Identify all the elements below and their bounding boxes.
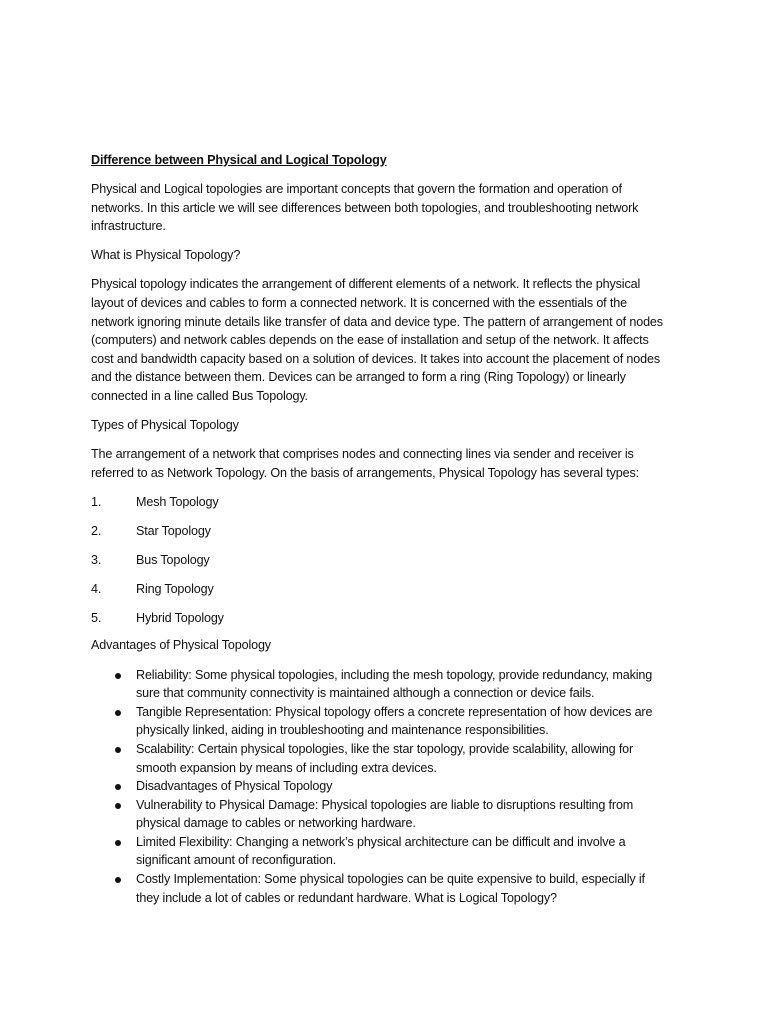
list-number: 3. [91, 552, 102, 567]
bullet-item [91, 703, 671, 740]
physical-topology-question: What is Physical Topology? [91, 248, 241, 263]
types-list [91, 493, 671, 628]
bullet-text: Vulnerability to Physical Damage: Physical topologies are liable to disruptions resulting from physical damage to cables or networking hardware. [136, 797, 634, 831]
advantages-heading: Advantages of Physical Topology [91, 638, 271, 653]
list-item-label: Ring Topology [136, 581, 214, 596]
list-item-label: Hybrid Topology [136, 610, 224, 625]
bullet-text: Reliability: Some physical topologies, including the mesh topology, provide redundancy, making sure that community connectivity is maintained although a connection or device fails. [136, 667, 653, 701]
list-item [91, 609, 671, 628]
bullet-icon [115, 877, 121, 883]
physical-topology-description: Physical topology indicates the arrangement of different elements of a network. It reflects the physical layout of devices and cables to form a connected network. It is concerned with the essentials of the network ignoring minute details like transfer of data and device type. The pattern of arrangement of nodes (computers) and network cables depends on the ease of installation and setup of the network. It affects cost and bandwidth capacity based on a solution of devices. It takes into account the placement of nodes and the distance between them. Devices can be arranged to form a ring (Ring Topology) or linearly connected in a line called Bus Topology. [91, 277, 663, 404]
list-item [91, 551, 671, 570]
document-title: Difference between Physical and Logical Topology [91, 153, 387, 167]
bullet-icon [115, 840, 121, 846]
bullet-text: Scalability: Certain physical topologies, like the star topology, provide scalability, allowing for smooth expansion by means of including extra devices. [136, 741, 634, 775]
list-number: 4. [91, 581, 102, 596]
list-item-label: Mesh Topology [136, 494, 219, 509]
bullet-text: Tangible Representation: Physical topology offers a concrete representation of how devices are physically linked, aiding in troubleshooting and maintenance responsibilities. [136, 704, 653, 738]
list-item-label: Star Topology [136, 523, 211, 538]
bullet-icon [115, 784, 121, 790]
list-number: 1. [91, 494, 102, 509]
bullet-text: Limited Flexibility: Changing a network’s physical architecture can be difficult and involve a significant amount of reconfiguration. [136, 834, 626, 868]
bullet-item [91, 870, 671, 907]
list-number: 5. [91, 610, 102, 625]
bullet-text: Costly Implementation: Some physical topologies can be quite expensive to build, especially if they include a lot of cables or redundant hardware. What is Logical Topology? [136, 872, 645, 905]
bullet-icon [115, 710, 121, 716]
list-item [91, 580, 671, 599]
bullet-item [91, 833, 671, 870]
bullet-icon [115, 673, 121, 679]
list-item [91, 493, 671, 512]
list-item [91, 522, 671, 541]
types-heading: Types of Physical Topology [91, 418, 239, 433]
bullet-list [91, 666, 671, 908]
bullet-text: Disadvantages of Physical Topology [136, 779, 333, 794]
intro-paragraph: Physical and Logical topologies are important concepts that govern the formation and operation of networks. In this article we will see differences between both topologies, and troubleshooting network infrastructure. [91, 182, 639, 234]
list-item-label: Bus Topology [136, 552, 210, 567]
document-body [91, 151, 671, 907]
bullet-item [91, 796, 671, 833]
bullet-icon [115, 803, 121, 809]
bullet-item [91, 666, 671, 703]
list-number: 2. [91, 523, 102, 538]
bullet-icon [115, 747, 121, 753]
types-intro: The arrangement of a network that comprises nodes and connecting lines via sender and receiver is referred to as Network Topology. On the basis of arrangements, Physical Topology has several types: [91, 447, 639, 480]
bullet-item [91, 740, 671, 777]
bullet-item [91, 777, 671, 796]
